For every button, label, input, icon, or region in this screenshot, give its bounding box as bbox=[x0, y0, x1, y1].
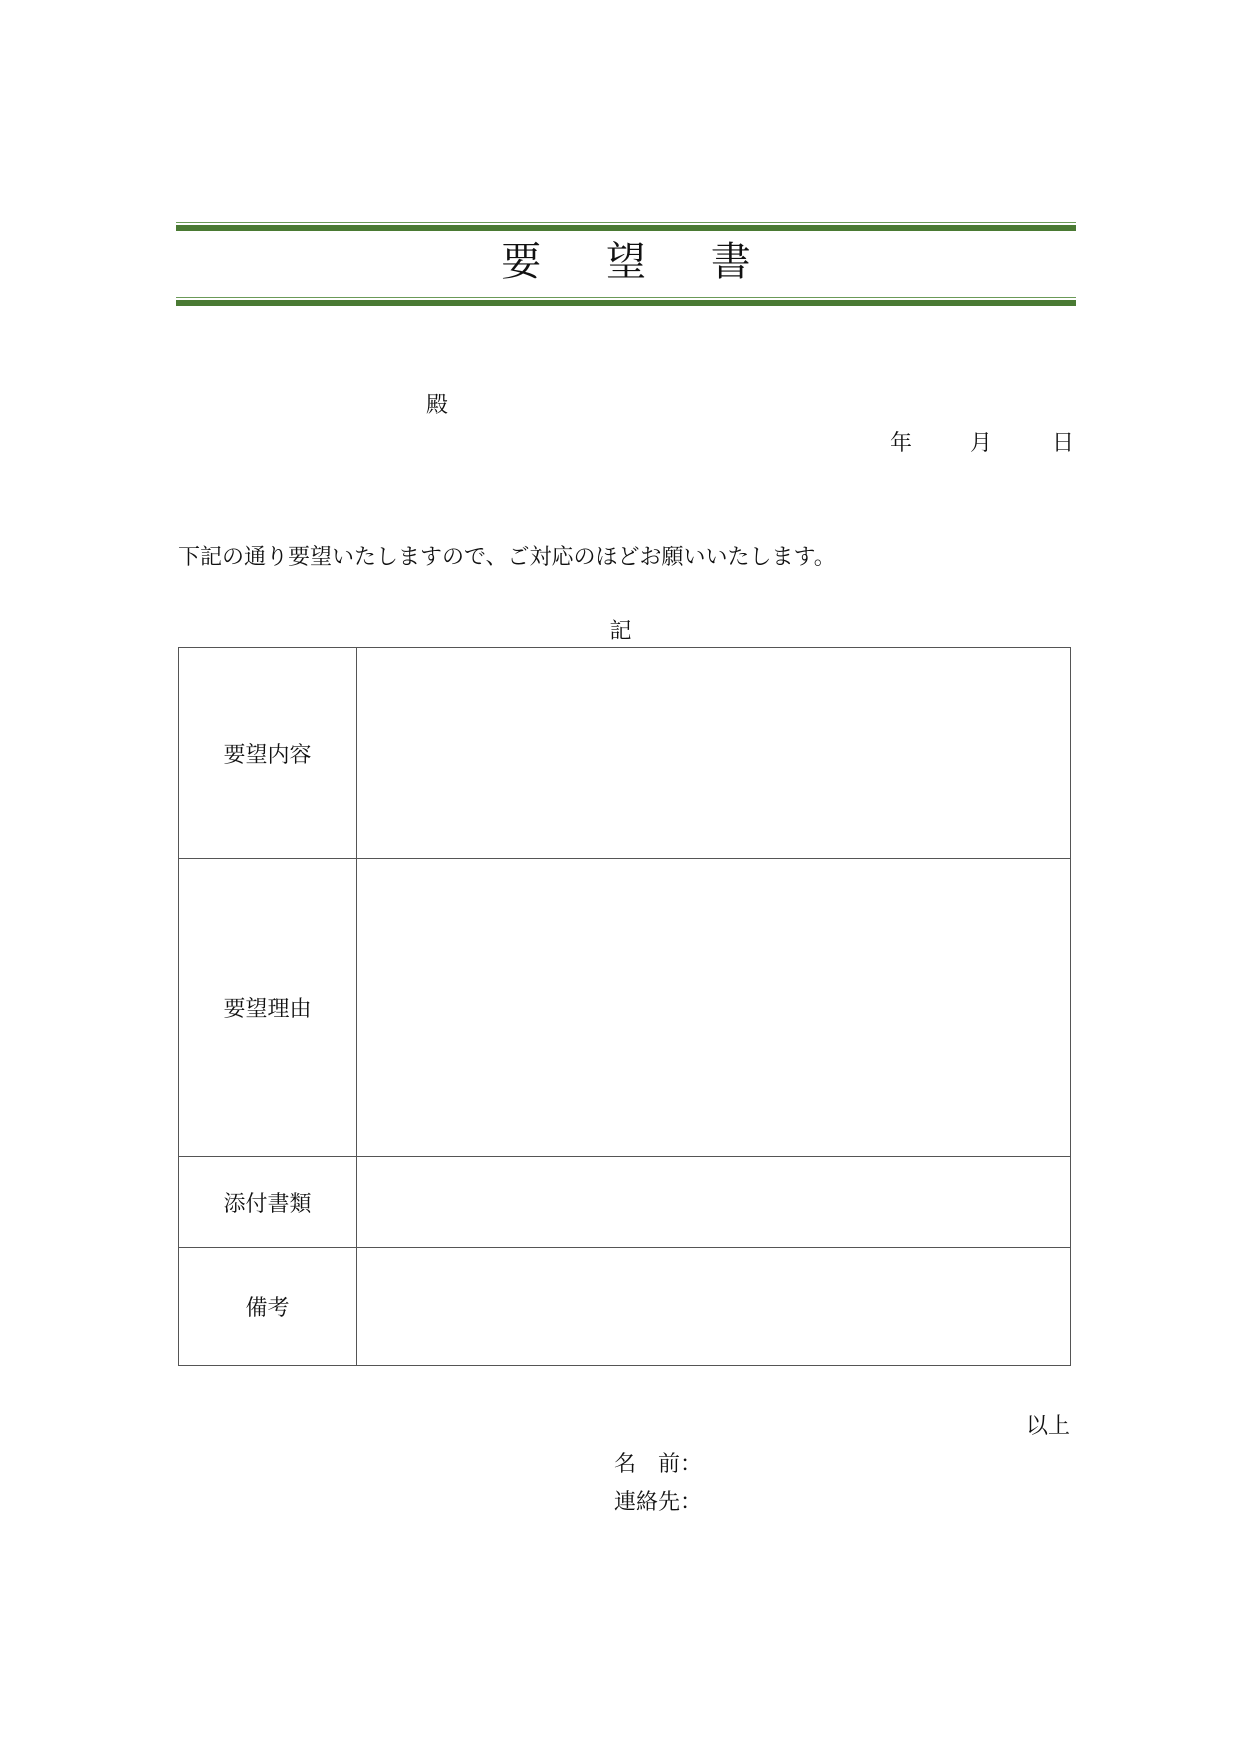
table-row bbox=[179, 1157, 1071, 1248]
row-value-attachments[interactable] bbox=[357, 1157, 1071, 1248]
date-month-label: 月 bbox=[970, 431, 993, 456]
table-row bbox=[179, 648, 1071, 859]
title-bottom-thick-rule bbox=[176, 300, 1076, 306]
row-label-request-reason: 要望理由 bbox=[179, 859, 357, 1157]
row-value-remarks[interactable] bbox=[357, 1248, 1071, 1366]
table-row bbox=[179, 859, 1071, 1157]
row-label-request-content: 要望内容 bbox=[179, 648, 357, 859]
row-value-request-content[interactable] bbox=[357, 648, 1071, 859]
request-table bbox=[178, 647, 1071, 1366]
date-year-label: 年 bbox=[890, 431, 913, 456]
title-top-thick-rule bbox=[176, 225, 1076, 231]
signature-contact-label: 連絡先： bbox=[614, 1490, 703, 1515]
date-day-label: 日 bbox=[1052, 431, 1075, 456]
closing-text: 以上 bbox=[1026, 1414, 1071, 1439]
row-label-attachments: 添付書類 bbox=[179, 1157, 357, 1248]
signature-name-label: 名 前： bbox=[614, 1452, 703, 1477]
row-value-request-reason[interactable] bbox=[357, 859, 1071, 1157]
row-label-remarks: 備考 bbox=[179, 1248, 357, 1366]
title-top-thin-rule bbox=[176, 222, 1076, 223]
intro-text: 下記の通り要望いたしますので、ご対応のほどお願いいたします。 bbox=[178, 545, 836, 570]
document-title: 要 望 書 bbox=[501, 239, 777, 285]
title-bottom-thin-rule bbox=[176, 297, 1076, 298]
table-row bbox=[179, 1248, 1071, 1366]
ki-heading: 記 bbox=[609, 619, 632, 644]
addressee-suffix: 殿 bbox=[426, 393, 449, 418]
